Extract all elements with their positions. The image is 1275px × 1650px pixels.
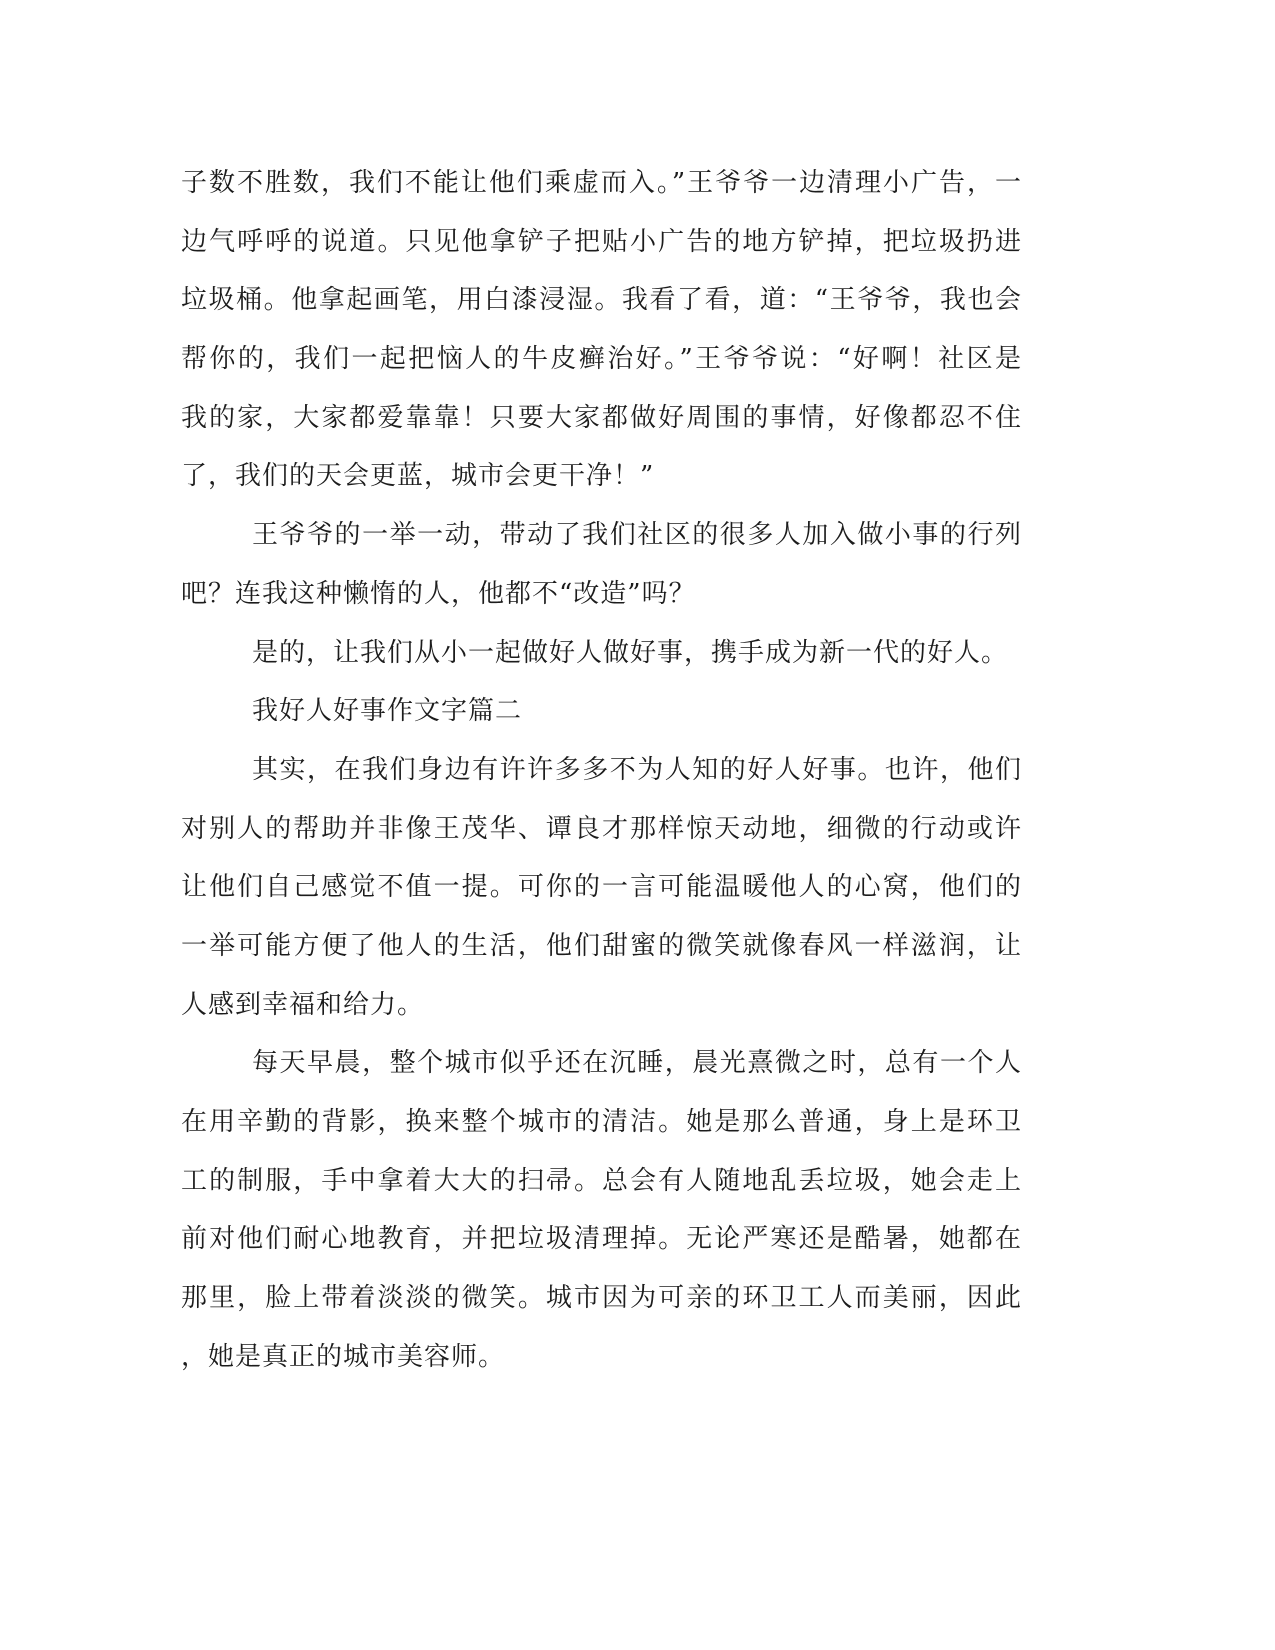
text-line: 在用辛勤的背影，换来整个城市的清洁。她是那么普通，身上是环卫 — [181, 1107, 1022, 1137]
text-line: 垃圾桶。他拿起画笔，用白漆浸湿。我看了看，道：“王爷爷，我也会 — [181, 285, 1022, 316]
text-line: 吧？连我这种懒惰的人，他都不“改造”吗？ — [181, 578, 696, 609]
text-line: 每天早晨，整个城市似乎还在沉睡，晨光熹微之时，总有一个人 — [252, 1048, 1022, 1079]
paragraph-5 — [181, 741, 1022, 1034]
text-line: 前对他们耐心地教育，并把垃圾清理掉。无论严寒还是酷暑，她都在 — [181, 1224, 1022, 1255]
text-line: 对别人的帮助并非像王茂华、谭良才那样惊天动地，细微的行动或许 — [181, 813, 1022, 844]
text-line: 是的，让我们从小一起做好人做好事，携手成为新一代的好人。 — [252, 637, 1009, 668]
text-line: 工的制服，手中拿着大大的扫帚。总会有人随地乱丢垃圾，她会走上 — [181, 1165, 1022, 1196]
paragraph-1 — [181, 154, 1022, 506]
paragraph-6 — [181, 1034, 1022, 1386]
text-line: 王爷爷的一举一动，带动了我们社区的很多人加入做小事的行列 — [252, 520, 1022, 551]
document-body — [181, 154, 1022, 1386]
text-line: 一举可能方便了他人的生活，他们甜蜜的微笑就像春风一样滋润，让 — [181, 930, 1022, 961]
text-line: 那里，脸上带着淡淡的微笑。城市因为可亲的环卫工人而美丽，因此 — [181, 1283, 1022, 1314]
text-line: 我的家，大家都爱靠靠！只要大家都做好周围的事情，好像都忍不住 — [181, 402, 1022, 433]
paragraph-2 — [181, 506, 1022, 623]
text-line: 子数不胜数，我们不能让他们乘虚而入。”王爷爷一边清理小广告，一 — [181, 168, 1022, 198]
text-line: 其实，在我们身边有许许多多不为人知的好人好事。也许，他们 — [252, 754, 1022, 785]
text-line: 了，我们的天会更蓝，城市会更干净！” — [181, 461, 655, 492]
text-line: ，她是真正的城市美容师。 — [181, 1341, 506, 1372]
paragraph-3 — [181, 624, 1022, 683]
text-line: 人感到幸福和给力。 — [181, 989, 425, 1020]
section-heading — [181, 682, 1022, 741]
section-heading-text: 我好人好事作文字篇二 — [252, 696, 523, 727]
text-line: 让他们自己感觉不值一提。可你的一言可能温暖他人的心窝，他们的 — [181, 872, 1022, 903]
text-line: 帮你的，我们一起把恼人的牛皮癣治好。”王爷爷说：“好啊！社区是 — [181, 344, 1022, 375]
text-line: 边气呼呼的说道。只见他拿铲子把贴小广告的地方铲掉，把垃圾扔进 — [181, 226, 1022, 257]
